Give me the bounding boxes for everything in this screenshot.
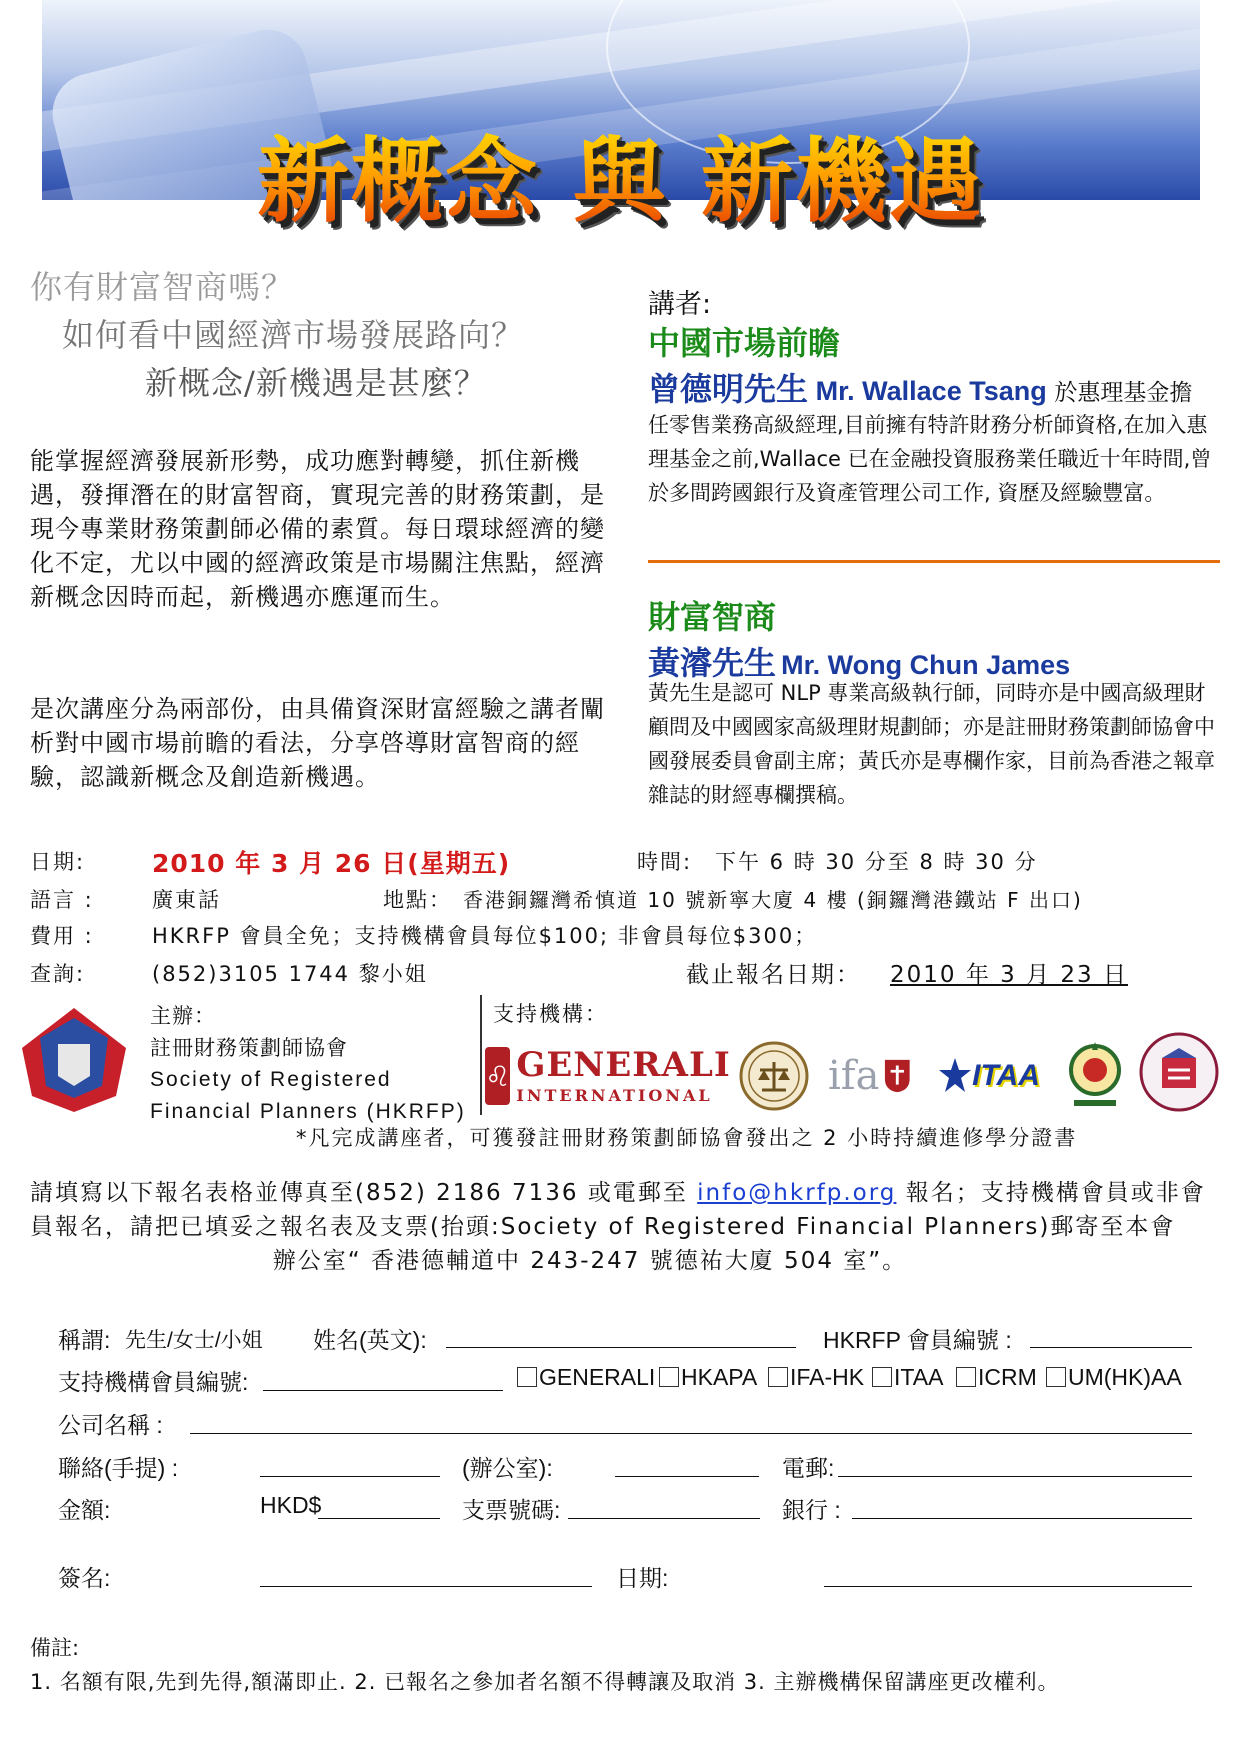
generali-logo-text: GENERALI <box>516 1045 731 1085</box>
bank-field[interactable] <box>852 1518 1192 1519</box>
salutation-label: 稱謂: <box>58 1327 111 1353</box>
name-field[interactable] <box>446 1347 796 1348</box>
star-icon <box>938 1056 972 1096</box>
organizer-name-en-2: Financial Planners (HKRFP) <box>150 1100 466 1123</box>
venue-label: 地點： <box>383 888 452 912</box>
question-1: 你有財富智商嗎？ <box>30 268 295 306</box>
checkbox[interactable] <box>872 1367 892 1387</box>
option-label: UM(HK)AA <box>1068 1364 1182 1390</box>
support-no-label: 支持機構會員編號: <box>58 1369 249 1395</box>
speaker-2-bio: 黃先生是認可 NLP 專業高級執行師，同時亦是中國高級理財顧問及中國國家高級理財規劃師；亦是註冊財務策劃師協會中國發展委員會副主席；黃氏亦是專欄作家，目前為香港之報章雜誌的財經專欄撰稿。 <box>648 681 1215 807</box>
name-label: 姓名(英文): <box>313 1327 427 1353</box>
mobile-field[interactable] <box>260 1476 440 1477</box>
generali-logo <box>485 1040 731 1112</box>
notes-label: 備註: <box>30 1636 80 1660</box>
member-no-field[interactable] <box>1030 1347 1192 1348</box>
option-label: HKAPA <box>681 1364 758 1390</box>
email-label: 電郵: <box>782 1455 835 1481</box>
option-label: ICRM <box>978 1364 1037 1390</box>
itaa-logo <box>930 1040 1048 1112</box>
checkbox[interactable] <box>1046 1367 1066 1387</box>
speaker-2-topic: 財富智商 <box>648 598 777 636</box>
checkbox[interactable] <box>768 1367 788 1387</box>
registration-address: 辦公室“ 香港德輔道中 243-247 號德祐大廈 504 室”。 <box>272 1248 908 1274</box>
amount-prefix: HKD$ <box>260 1492 322 1518</box>
intro-paragraph-2: 是次講座分為兩部份，由具備資深財富經驗之講者闡析對中國市場前瞻的看法，分享啓導財富智商的經驗，認識新概念及創造新機遇。 <box>30 695 605 791</box>
title-container <box>0 108 1240 235</box>
option-label: IFA-HK <box>790 1364 865 1390</box>
speaker-1-name-zh: 曾德明先生 <box>648 370 809 408</box>
ifa-logo <box>828 1040 912 1112</box>
office-label: (辦公室): <box>462 1455 553 1481</box>
icrm-logo <box>1060 1036 1130 1114</box>
deadline-label: 截止報名日期： <box>686 962 861 988</box>
registration-instructions <box>30 1176 1220 1278</box>
lion-icon: ♌ <box>485 1047 510 1105</box>
language-label: 語言 : <box>30 888 94 912</box>
question-3: 新概念/新機遇是甚麼？ <box>145 364 487 402</box>
ifa-shield-icon <box>883 1057 912 1095</box>
org-option-um-hk-aa[interactable] <box>1046 1364 1182 1391</box>
support-no-field[interactable] <box>263 1390 503 1391</box>
office-field[interactable] <box>615 1476 759 1477</box>
checkbox[interactable] <box>956 1367 976 1387</box>
fee-label: 費用 : <box>30 924 94 948</box>
question-2: 如何看中國經濟市場發展路向？ <box>62 316 525 354</box>
venue-value: 香港銅鑼灣希慎道 10 號新寧大廈 4 樓 (銅鑼灣港鐵站 F 出口) <box>463 888 1083 912</box>
time-label: 時間: <box>637 850 693 874</box>
mobile-label: 聯絡(手提) : <box>58 1455 179 1481</box>
company-label: 公司名稱 : <box>58 1412 163 1438</box>
notes-text: 1. 名額有限,先到先得,額滿即止. 2. 已報名之參加者名額不得轉讓及取消 3. 主辦機構保留講座更改權利。 <box>30 1670 1060 1694</box>
option-label: GENERALI <box>539 1364 656 1390</box>
speaker-1-bio-lead: 於惠理基金擔 <box>1054 380 1193 406</box>
organizer-block <box>150 1000 466 1128</box>
salutation-options[interactable]: 先生/女士/小姐 <box>125 1329 263 1352</box>
sponsors-label: 支持機構： <box>493 1002 608 1026</box>
cheque-field[interactable] <box>568 1518 760 1519</box>
organizer-divider <box>480 995 482 1115</box>
company-field[interactable] <box>190 1433 1192 1434</box>
speaker-2-name-zh: 黃濬先生 <box>648 644 777 682</box>
member-no-label: HKRFP 會員編號 : <box>823 1327 1012 1353</box>
org-option-itaa[interactable] <box>872 1364 943 1391</box>
date-value: 2010 年 3 月 26 日(星期五) <box>152 849 511 878</box>
section-divider <box>648 560 1220 563</box>
organizer-label: 主辦： <box>150 1004 216 1028</box>
cpd-credit-note: *凡完成講座者，可獲發註冊財務策劃師協會發出之 2 小時持續進修學分證書 <box>296 1126 1078 1150</box>
hkrfp-crest-logo <box>18 1000 130 1116</box>
enquiry-label: 查詢: <box>30 962 86 986</box>
intro-paragraph-1: 能掌握經濟發展新形勢，成功應對轉變，抓住新機遇，發揮潛在的財富智商，實現完善的財務策劃，是現今專業財務策劃師必備的素質。每日環球經濟的變化不定，尤以中國的經濟政策是市場關注焦點，經濟新概念因時而起，新機遇亦應運而生。 <box>30 447 605 611</box>
option-label: ITAA <box>894 1364 944 1390</box>
ifa-logo-text: ifa <box>828 1053 880 1099</box>
speaker-1-bio: 任零售業務高級經理,目前擁有特許財務分析師資格,在加入惠理基金之前,Wallace 已在金融投資服務業任職近十年時間,曾於多間跨國銀行及資產管理公司工作, 資歷及經驗豐富。 <box>648 413 1212 505</box>
cheque-label: 支票號碼: <box>462 1497 561 1523</box>
speaker-2-name-en: Mr. Wong Chun James <box>781 650 1071 680</box>
organizer-name-zh: 註冊財務策劃師協會 <box>150 1036 348 1060</box>
speaker-1-topic: 中國市場前瞻 <box>648 324 841 362</box>
registration-text-2: 報名；支持機構會員或非會員報名，請把已填妥之報名表及支票(抬頭:Society of Registered Financial Planners)郵寄至本會 <box>30 1180 1206 1240</box>
page-title: 新概念 與 新機遇 <box>257 108 983 240</box>
itaa-logo-text: ITAA <box>972 1059 1040 1092</box>
org-option-hkapa[interactable] <box>659 1364 757 1391</box>
amount-label: 金額: <box>58 1497 111 1523</box>
enquiry-value: (852)3105 1744 黎小姐 <box>152 962 428 986</box>
speaker-1-heading <box>648 364 1223 410</box>
org-option-generali[interactable] <box>517 1364 655 1391</box>
email-link[interactable]: info@hkrfp.org <box>697 1180 897 1206</box>
um-hk-aa-logo <box>1138 1030 1220 1114</box>
checkbox[interactable] <box>517 1367 537 1387</box>
amount-field[interactable] <box>318 1518 440 1519</box>
email-field[interactable] <box>838 1476 1192 1477</box>
language-value: 廣東話 <box>152 888 221 912</box>
deadline-value: 2010 年 3 月 23 日 <box>890 962 1128 988</box>
form-date-field[interactable] <box>824 1586 1192 1587</box>
hkapa-logo <box>736 1040 812 1112</box>
speakers-label: 講者: <box>648 289 712 320</box>
generali-logo-subtext: INTERNATIONAL <box>516 1086 713 1105</box>
date-label: 日期: <box>30 850 86 874</box>
time-value: 下午 6 時 30 分至 8 時 30 分 <box>715 850 1038 874</box>
speaker-1-name-en: Mr. Wallace Tsang <box>815 376 1047 406</box>
org-option-ifa-hk[interactable] <box>768 1364 864 1391</box>
signature-field[interactable] <box>260 1586 592 1587</box>
checkbox[interactable] <box>659 1367 679 1387</box>
org-option-icrm[interactable] <box>956 1364 1037 1391</box>
fee-value: HKRFP 會員全免；支持機構會員每位$100; 非會員每位$300； <box>152 924 818 948</box>
signature-label: 簽名: <box>58 1565 111 1591</box>
registration-text-1: 請填寫以下報名表格並傳真至(852) 2186 7136 或電郵至 <box>30 1180 698 1206</box>
bank-label: 銀行 : <box>782 1497 841 1523</box>
form-date-label: 日期: <box>616 1565 669 1591</box>
organizer-name-en-1: Society of Registered <box>150 1068 392 1091</box>
